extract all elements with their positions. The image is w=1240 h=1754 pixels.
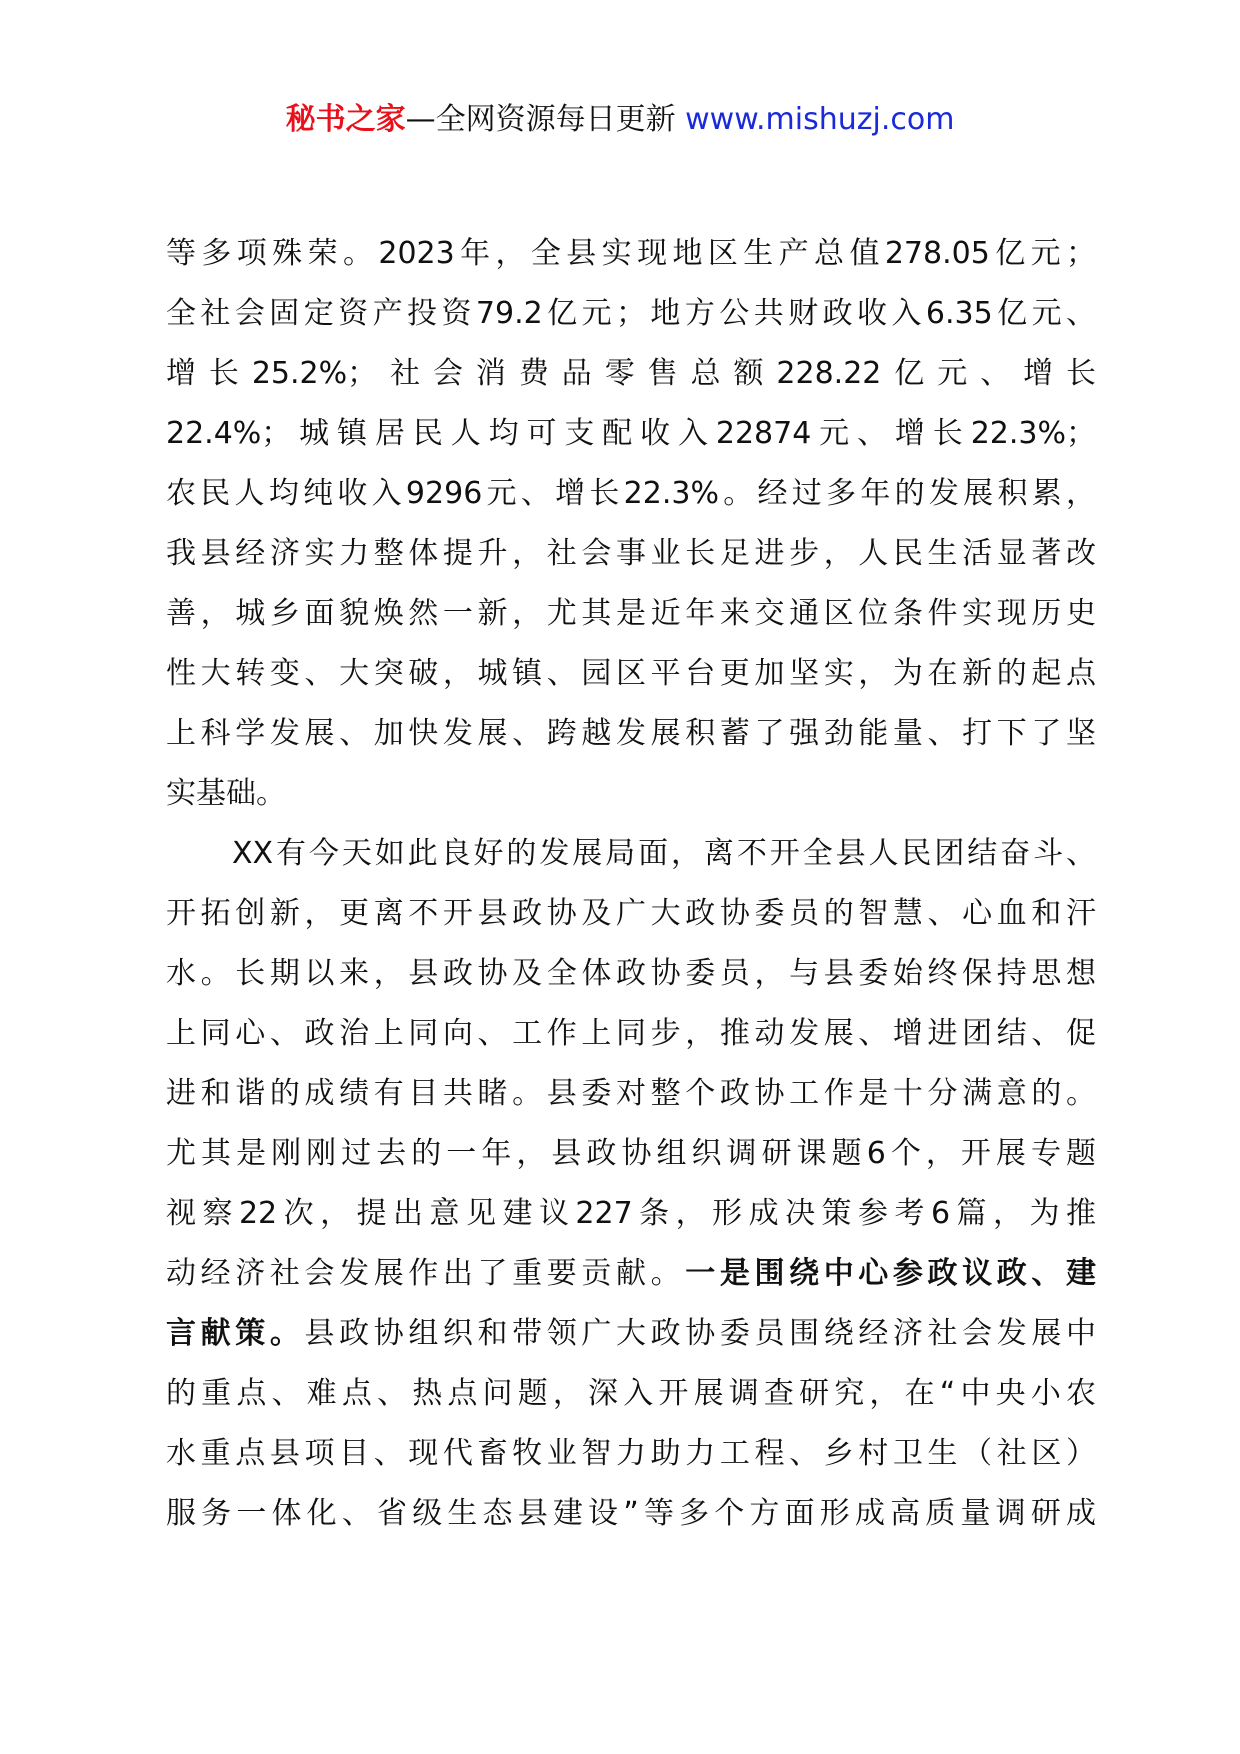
text-line: 22.4%；城镇居民人均可支配收入22874元、增长22.3%； [166,416,1096,451]
text-line: 善，城乡面貌焕然一新，尤其是近年来交通区位条件实现历史 [166,596,1096,631]
site-header [0,100,1240,140]
text-line: 我县经济实力整体提升，社会事业长足进步，人民生活显著改 [166,536,1096,571]
text-line: 实基础。 [166,776,286,811]
text-line: 视察22次，提出意见建议227条，形成决策参考6篇，为推 [166,1196,1096,1231]
text-line: 服务一体化、省级生态县建设”等多个方面形成高质量调研成 [166,1496,1096,1531]
text-line: 的重点、难点、热点问题，深入开展调查研究，在“中央小农 [166,1376,1096,1411]
text-segment: 动经济社会发展作出了重要贡献。 [166,1256,686,1291]
text-line: 上同心、政治上同向、工作上同步，推动发展、增进团结、促 [166,1016,1096,1051]
text-line: 上科学发展、加快发展、跨越发展积蓄了强劲能量、打下了坚 [166,716,1096,751]
text-line: 开拓创新，更离不开县政协及广大政协委员的智慧、心血和汗 [166,896,1096,931]
text-line: 进和谐的成绩有目共睹。县委对整个政协工作是十分满意的。 [166,1076,1096,1111]
text-line: 水。长期以来，县政协及全体政协委员，与县委始终保持思想 [166,956,1096,991]
bold-heading-segment: 一是围绕中心参政议政、建 [685,1256,1097,1291]
text-line [166,1304,1096,1364]
text-line: 等多项殊荣。2023年，全县实现地区生产总值278.05亿元； [166,236,1096,271]
text-line [166,1244,1096,1304]
document-body [166,224,1096,1544]
header-url[interactable]: www.mishuzj.com [685,102,955,137]
text-line: 尤其是刚刚过去的一年，县政协组织调研课题6个，开展专题 [166,1136,1096,1171]
text-line: 全社会固定资产投资79.2亿元；地方公共财政收入6.35亿元、 [166,296,1096,331]
paragraph-2 [166,824,1096,1544]
header-tagline: —全网资源每日更新 [405,102,686,137]
text-line: 增长25.2%；社会消费品零售总额228.22亿元、增长 [166,356,1096,391]
text-line: XX有今天如此良好的发展局面，离不开全县人民团结奋斗、 [232,836,1096,871]
header-brand: 秘书之家 [285,102,406,137]
text-line: 水重点县项目、现代畜牧业智力助力工程、乡村卫生（社区） [166,1436,1096,1471]
text-line: 农民人均纯收入9296元、增长22.3%。经过多年的发展积累， [166,476,1096,511]
bold-heading-segment: 言献策。 [166,1316,305,1351]
text-segment: 县政协组织和带领广大政协委员围绕经济社会发展中 [304,1316,1097,1351]
text-line: 性大转变、大突破，城镇、园区平台更加坚实，为在新的起点 [166,656,1096,691]
paragraph-1 [166,224,1096,824]
